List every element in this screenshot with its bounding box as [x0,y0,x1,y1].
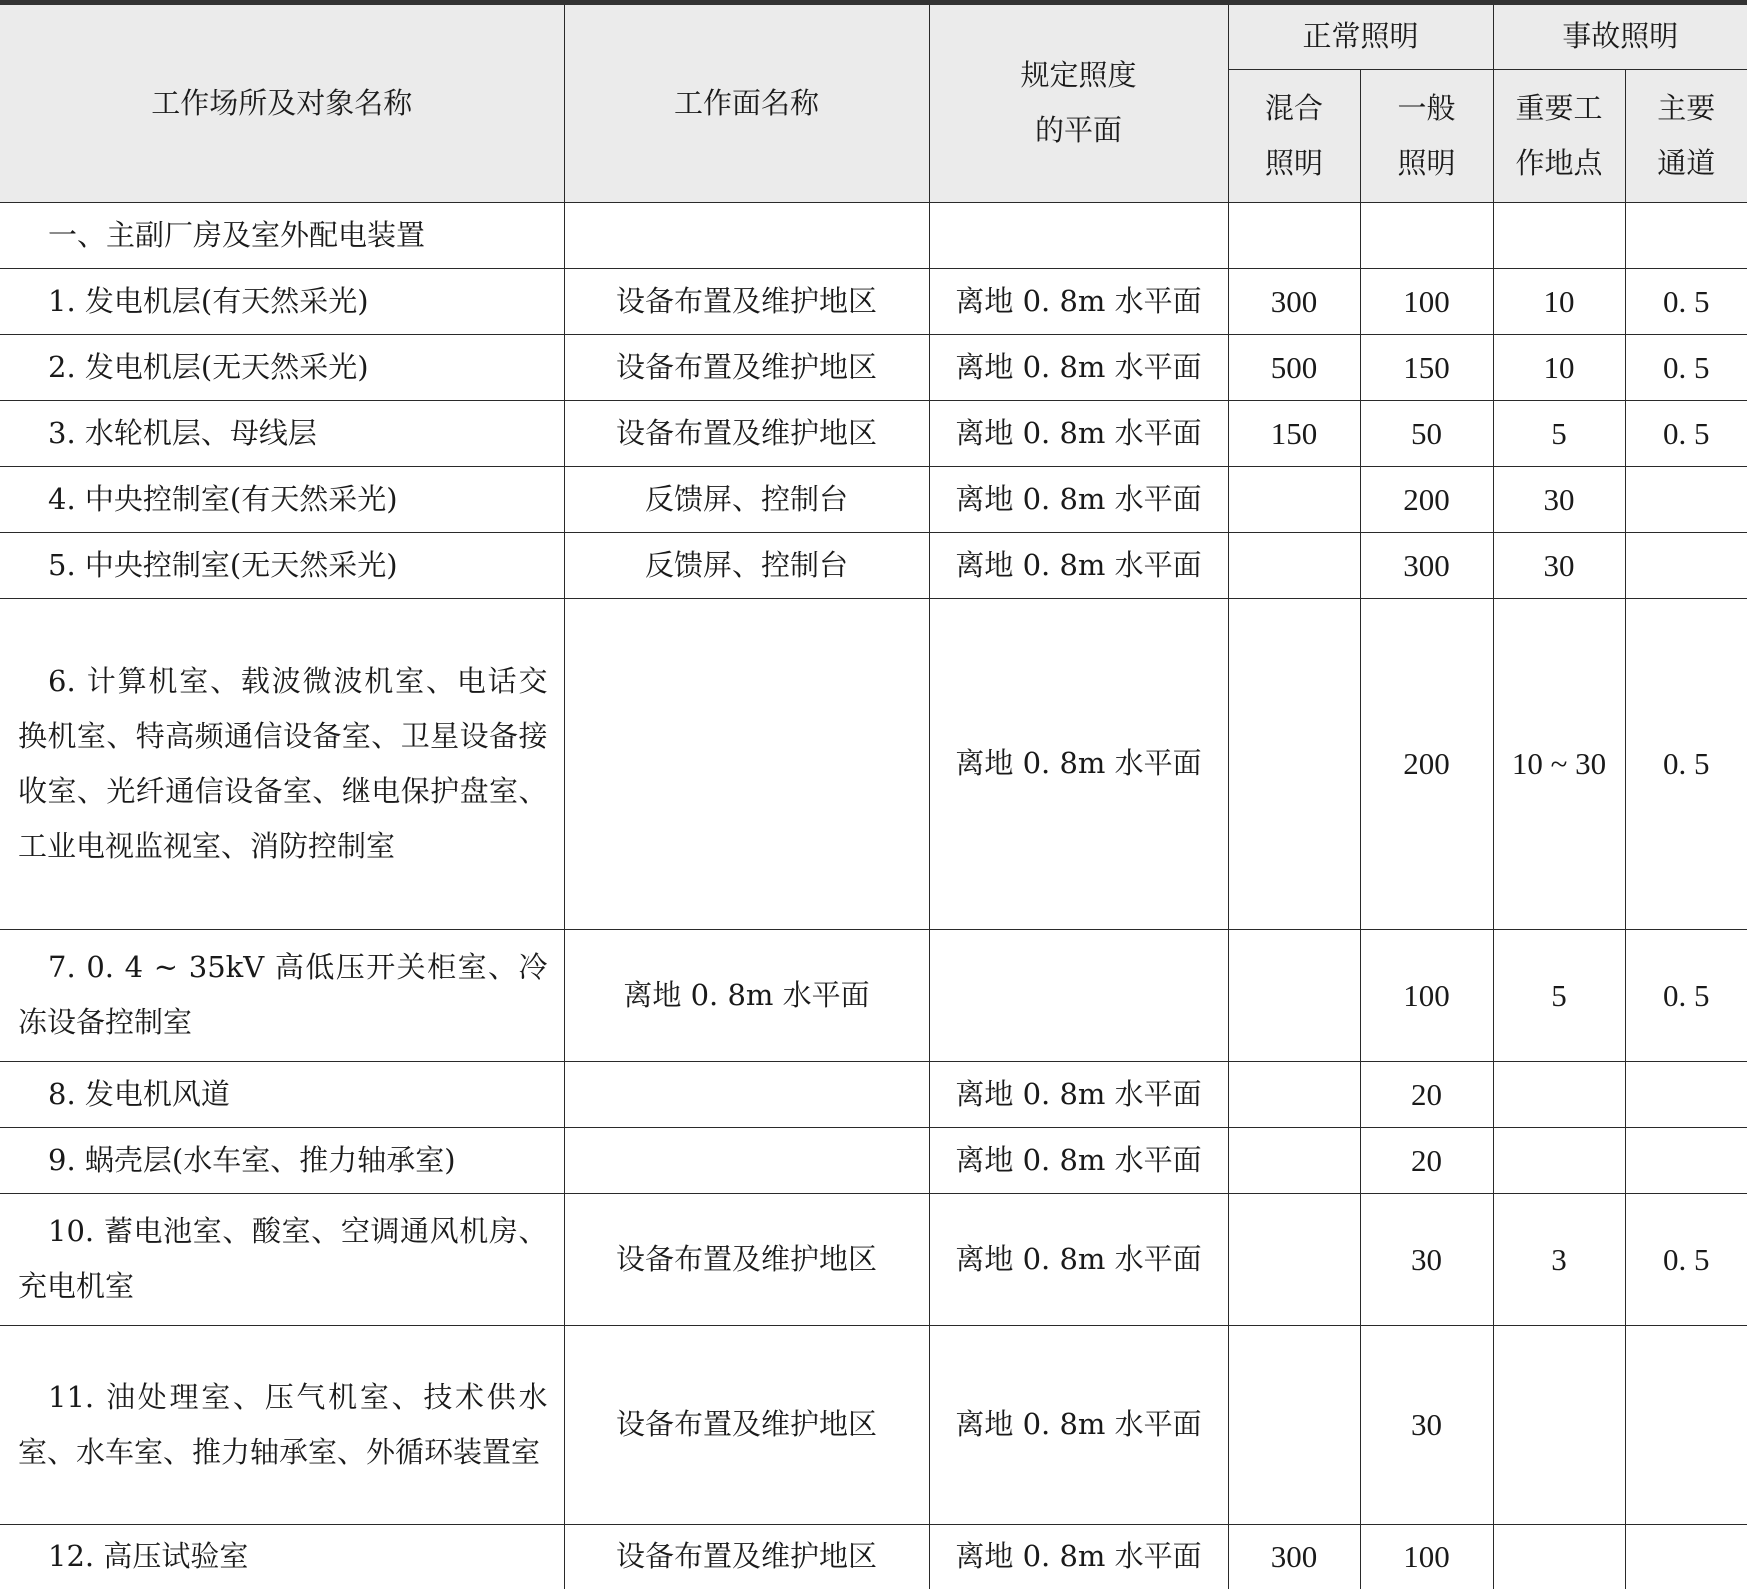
cell-important: 30 [1493,532,1625,598]
cell-plane: 离地 0. 8m 水平面 [929,400,1228,466]
cell-mixed [1228,1193,1360,1325]
cell-general: 30 [1360,1325,1493,1524]
table-row [0,466,1747,532]
header-group-normal: 正常照明 [1228,5,1493,69]
header-general-line2: 照明 [1397,145,1456,180]
cell-general: 50 [1360,400,1493,466]
cell-plane: 离地 0. 8m 水平面 [929,532,1228,598]
cell-plane [929,929,1228,1061]
header-surface: 工作面名称 [564,5,929,202]
cell-important: 5 [1493,929,1625,1061]
cell-main [1625,1524,1747,1589]
cell-mixed [1228,466,1360,532]
cell-surface [564,202,929,268]
cell-general: 30 [1360,1193,1493,1325]
cell-general: 300 [1360,532,1493,598]
header-mixed-line1: 混合 [1264,90,1323,125]
section-title [0,202,564,268]
cell-plane: 离地 0. 8m 水平面 [929,1325,1228,1524]
table-row [0,400,1747,466]
cell-mixed [1228,929,1360,1061]
cell-mixed: 500 [1228,334,1360,400]
cell-important [1493,1127,1625,1193]
cell-general: 100 [1360,268,1493,334]
table-row [0,268,1747,334]
cell-surface: 设备布置及维护地区 [564,1193,929,1325]
cell-mixed: 150 [1228,400,1360,466]
cell-name [0,1127,564,1193]
cell-name [0,1193,564,1325]
cell-important: 30 [1493,466,1625,532]
cell-surface: 离地 0. 8m 水平面 [564,929,929,1061]
cell-surface [564,1127,929,1193]
cell-surface: 设备布置及维护地区 [564,1524,929,1589]
cell-name [0,400,564,466]
table-row [0,1127,1747,1193]
cell-name [0,1325,564,1524]
cell-plane: 离地 0. 8m 水平面 [929,1193,1228,1325]
cell-mixed: 300 [1228,1524,1360,1589]
cell-plane: 离地 0. 8m 水平面 [929,1127,1228,1193]
cell-surface [564,1061,929,1127]
header-plane-line1: 规定照度 [1020,58,1137,93]
cell-surface: 反馈屏、控制台 [564,532,929,598]
cell-main [1625,1127,1747,1193]
cell-name-text: 8. 发电机风道 [48,1076,230,1111]
cell-mixed: 300 [1228,268,1360,334]
cell-general: 20 [1360,1061,1493,1127]
table-row [0,1193,1747,1325]
cell-general: 100 [1360,929,1493,1061]
table-row [0,532,1747,598]
cell-name-text: 1. 发电机层(有天然采光) [48,283,369,318]
cell-mixed [1228,532,1360,598]
cell-name-text: 10. 蓄电池室、酸室、空调通风机房、充电机室 [18,1214,548,1303]
table-row [0,598,1747,929]
cell-plane: 离地 0. 8m 水平面 [929,1061,1228,1127]
cell-important: 5 [1493,400,1625,466]
cell-surface: 设备布置及维护地区 [564,1325,929,1524]
cell-name-text: 12. 高压试验室 [48,1539,249,1574]
header-important-line1: 重要工 [1515,90,1603,125]
section-title-text: 一、主副厂房及室外配电装置 [48,217,426,252]
cell-mixed [1228,598,1360,929]
header-main-line1: 主要 [1657,90,1716,125]
cell-name-text: 5. 中央控制室(无天然采光) [48,547,398,582]
cell-main: 0. 5 [1625,1193,1747,1325]
header-main-line2: 通道 [1657,145,1716,180]
cell-plane: 离地 0. 8m 水平面 [929,1524,1228,1589]
cell-name [0,1524,564,1589]
cell-name [0,334,564,400]
cell-main [1625,532,1747,598]
cell-main [1625,466,1747,532]
cell-plane: 离地 0. 8m 水平面 [929,598,1228,929]
header-group-emergency: 事故照明 [1493,5,1747,69]
header-plane-line2: 的平面 [1034,113,1122,148]
cell-name [0,1061,564,1127]
cell-mixed [1228,202,1360,268]
section-row [0,202,1747,268]
cell-general [1360,202,1493,268]
cell-general: 150 [1360,334,1493,400]
cell-name [0,598,564,929]
cell-main [1625,202,1747,268]
table-header [0,5,1747,202]
cell-surface [564,598,929,929]
cell-important: 10 [1493,268,1625,334]
cell-name-text: 2. 发电机层(无天然采光) [48,349,369,384]
cell-important: 3 [1493,1193,1625,1325]
illuminance-table [0,5,1747,1589]
cell-name-text: 7. 0. 4 ~ 35kV 高低压开关柜室、冷冻设备控制室 [18,950,548,1039]
cell-name [0,268,564,334]
cell-surface: 设备布置及维护地区 [564,268,929,334]
cell-plane: 离地 0. 8m 水平面 [929,466,1228,532]
table-row [0,929,1747,1061]
cell-surface: 设备布置及维护地区 [564,400,929,466]
cell-important [1493,202,1625,268]
cell-name-text: 6. 计算机室、载波微波机室、电话交换机室、特高频通信设备室、卫星设备接收室、光纤通信设备室、继电保护盘室、工业电视监视室、消防控制室 [18,663,548,863]
header-mixed-line2: 照明 [1264,145,1323,180]
cell-mixed [1228,1325,1360,1524]
cell-main: 0. 5 [1625,400,1747,466]
cell-mixed [1228,1061,1360,1127]
cell-general: 200 [1360,466,1493,532]
cell-plane: 离地 0. 8m 水平面 [929,268,1228,334]
cell-main: 0. 5 [1625,598,1747,929]
cell-important: 10 [1493,334,1625,400]
cell-surface: 设备布置及维护地区 [564,334,929,400]
cell-name [0,532,564,598]
cell-name-text: 4. 中央控制室(有天然采光) [48,481,398,516]
table-body [0,202,1747,1589]
header-main [1625,69,1747,202]
cell-plane [929,202,1228,268]
cell-main: 0. 5 [1625,929,1747,1061]
cell-name [0,466,564,532]
cell-mixed [1228,1127,1360,1193]
cell-plane: 离地 0. 8m 水平面 [929,334,1228,400]
table-row [0,334,1747,400]
header-mixed [1228,69,1360,202]
cell-name [0,929,564,1061]
cell-important [1493,1061,1625,1127]
header-important-line2: 作地点 [1515,145,1603,180]
cell-main: 0. 5 [1625,334,1747,400]
header-plane [929,5,1228,202]
cell-surface: 反馈屏、控制台 [564,466,929,532]
header-important [1493,69,1625,202]
header-general [1360,69,1493,202]
cell-general: 20 [1360,1127,1493,1193]
table-row [0,1325,1747,1524]
cell-name-text: 11. 油处理室、压气机室、技术供水室、水车室、推力轴承室、外循环装置室 [18,1379,548,1469]
cell-important [1493,1325,1625,1524]
cell-general: 100 [1360,1524,1493,1589]
cell-important: 10 ~ 30 [1493,598,1625,929]
cell-main [1625,1061,1747,1127]
cell-main: 0. 5 [1625,268,1747,334]
cell-name-text: 3. 水轮机层、母线层 [48,415,317,450]
header-general-line1: 一般 [1397,90,1456,125]
cell-important [1493,1524,1625,1589]
table-row [0,1524,1747,1589]
cell-general: 200 [1360,598,1493,929]
cell-main [1625,1325,1747,1524]
table-row [0,1061,1747,1127]
cell-name-text: 9. 蜗壳层(水车室、推力轴承室) [48,1142,456,1177]
header-name: 工作场所及对象名称 [0,5,564,202]
